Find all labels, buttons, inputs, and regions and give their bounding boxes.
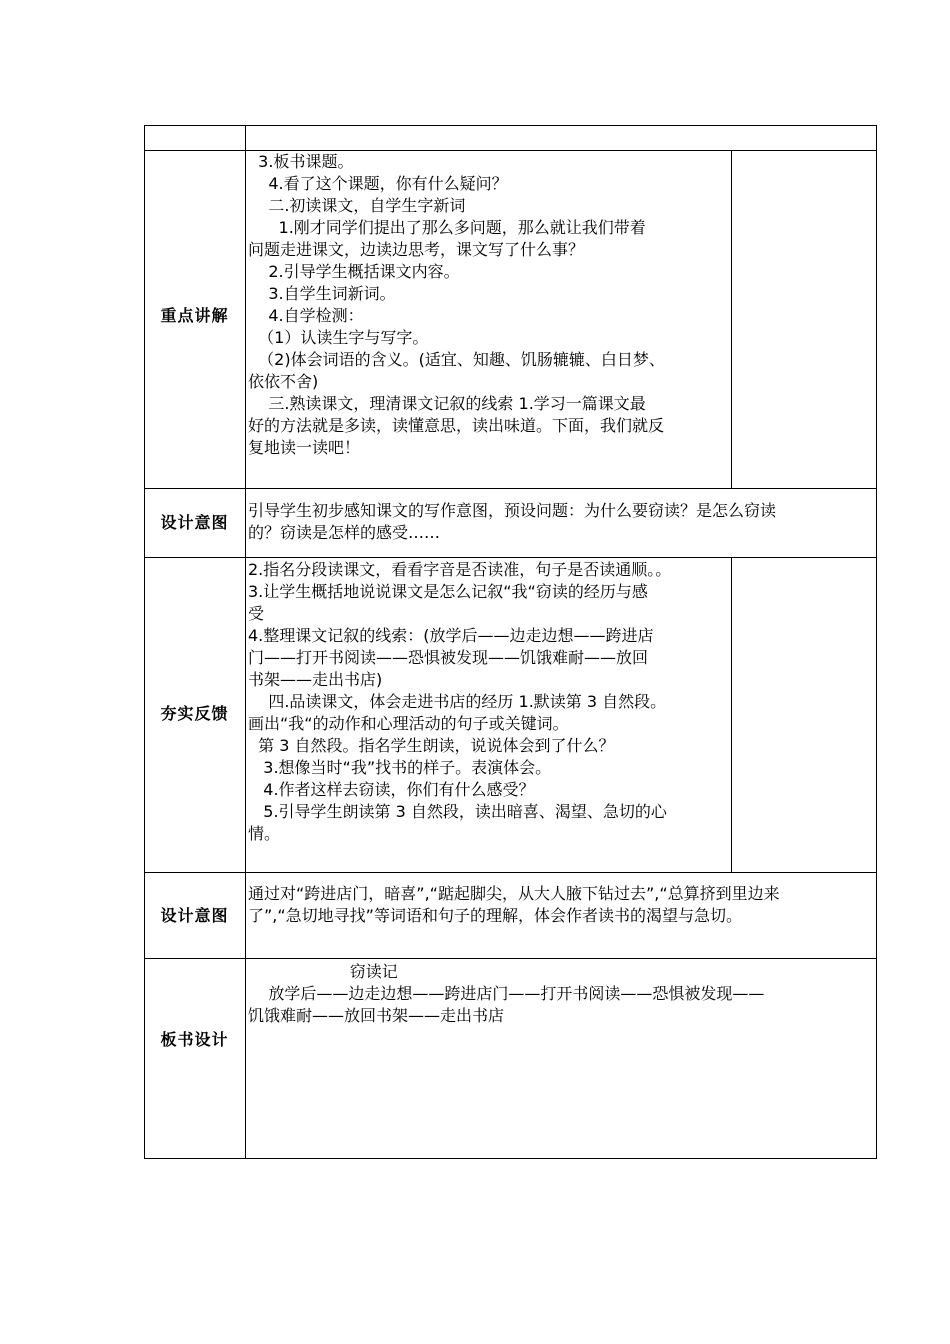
notes-column-divider (731, 557, 732, 872)
row-divider (144, 958, 877, 959)
row-divider (144, 557, 877, 558)
text-line: 2.指名分段读课文，看看字音是否读准，句子是否读通顺。。 (248, 560, 672, 579)
text-line: 4.自学检测： (248, 306, 364, 325)
text-line: 依依不舍) (248, 372, 319, 391)
row-label-design-intent-2: 设计意图 (160, 906, 229, 925)
text-line: 画出“我“的动作和心理活动的句子或关键词。 (248, 714, 569, 733)
text-line: 了”,“急切地寻找”等词语和句子的理解，体会作者读书的渴望与急切。 (248, 906, 742, 925)
table-border-bottom (144, 1158, 877, 1159)
label-column-divider (245, 125, 246, 1159)
notes-column-divider (731, 150, 732, 488)
text-line: 放学后——边走边想——跨进店门——打开书阅读——恐惧被发现—— (248, 984, 765, 1003)
text-line: 复地读一读吧！ (248, 438, 361, 457)
text-line: 3.自学生词新词。 (248, 284, 396, 303)
text-line: 书架——走出书店) (248, 670, 383, 689)
text-line: 通过对“跨进店门，暗喜”,“踮起脚尖，从大人腋下钻过去”,“总算挤到里边来 (248, 884, 780, 903)
design-intent-content-2 (248, 883, 875, 927)
text-line: 1.刚才同学们提出了那么多问题，那么就让我们带着 (248, 218, 646, 237)
row-divider (144, 488, 877, 489)
text-line: 受 (248, 604, 265, 623)
text-line: 第 3 自然段。指名学生朗读，说说体会到了什么？ (248, 736, 615, 755)
text-line: 3.让学生概括地说说课文是怎么记叙“我“窃读的经历与感 (248, 582, 648, 601)
text-line: 窃读记 (248, 962, 398, 981)
row-label-board-design: 板书设计 (160, 1030, 229, 1049)
table-border-right (876, 125, 877, 1159)
table-border-top (144, 125, 877, 126)
text-line: 二.初读课文，自学生字新词 (248, 196, 466, 215)
text-line: 2.引导学生概括课文内容。 (248, 262, 460, 281)
text-line: 问题走进课文，边读边思考，课文写了什么事？ (248, 240, 585, 259)
board-design-content (248, 961, 875, 1027)
text-line: 情。 (248, 824, 281, 843)
row-label-feedback: 夯实反馈 (160, 704, 229, 723)
key-explanation-content (248, 151, 730, 459)
row-label-design-intent: 设计意图 (160, 513, 229, 532)
text-line: 4.作者这样去窃读，你们有什么感受？ (248, 780, 535, 799)
text-line: 5.引导学生朗读第 3 自然段，读出暗喜、渴望、急切的心 (248, 802, 667, 821)
text-line: 3.想像当时“我”找书的样子。表演体会。 (248, 758, 552, 777)
table-border-left (144, 125, 145, 1159)
design-intent-content (248, 500, 875, 544)
row-divider (144, 872, 877, 873)
text-line: 门——打开书阅读——恐惧被发现——饥饿难耐——放回 (248, 648, 649, 667)
text-line: 四.品读课文，体会走进书店的经历 1.默读第 3 自然段。 (248, 692, 667, 711)
text-line: 的？窃读是怎样的感受…… (248, 523, 441, 542)
feedback-content (248, 559, 730, 845)
text-line: 4.整理课文记叙的线索：(放学后——边走边想——跨进店 (248, 626, 654, 645)
text-line: 引导学生初步感知课文的写作意图，预设问题：为什么要窃读？是怎么窃读 (248, 501, 777, 520)
text-line: 3.板书课题。 (248, 152, 354, 171)
text-line: （2)体会词语的含义。(适宜、知趣、饥肠辘辘、白日梦、 (248, 350, 665, 369)
text-line: 好的方法就是多读，读懂意思，读出味道。下面，我们就反 (248, 416, 665, 435)
text-line: 饥饿难耐——放回书架——走出书店 (248, 1006, 505, 1025)
row-label-key-explanation: 重点讲解 (160, 306, 229, 325)
text-line: 4.看了这个课题，你有什么疑问？ (248, 174, 508, 193)
text-line: （1）认读生字与写字。 (248, 328, 429, 347)
text-line: 三.熟读课文，理清课文记叙的线索 1.学习一篇课文最 (248, 394, 646, 413)
